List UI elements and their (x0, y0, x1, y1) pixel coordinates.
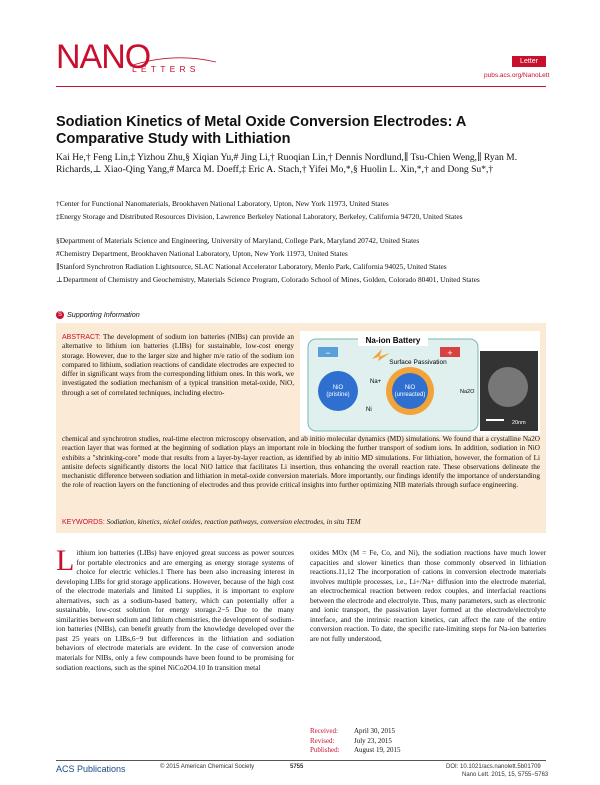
article-type-badge: Letter (512, 56, 546, 67)
supporting-info-link[interactable] (56, 310, 140, 319)
supporting-info-icon: S (57, 312, 62, 319)
publication-dates (310, 727, 400, 756)
published-date: August 19, 2015 (354, 746, 401, 754)
page-number: 5755 (290, 764, 304, 770)
acs-publications-logo: ACS Publications (56, 764, 126, 774)
toc-surface-label: Surface Passivation (389, 359, 447, 366)
affiliation: ∥Stanford Synchrotron Radiation Lightsource, SLAC National Accelerator Laboratory, Menlo Park, California 94025, United States (56, 262, 447, 271)
affiliation: §Department of Materials Science and Engineering, University of Maryland, College Park, Maryland 20742, United States (56, 236, 420, 245)
toc-graphic (300, 331, 540, 435)
toc-ion: Na+ (370, 379, 382, 385)
abstract-label: ABSTRACT: (62, 334, 101, 341)
toc-right-cell: NiO (unreacted) (394, 385, 426, 398)
keywords-label: KEYWORDS: (62, 519, 105, 526)
toc-ni: Ni (366, 407, 372, 413)
copyright: © 2015 American Chemical Society (160, 764, 255, 770)
supporting-info-label: Supporting Information (67, 310, 140, 319)
author-list: Kai He,† Feng Lin,‡ Yizhou Zhu,§ Xiqian Yu,# Jing Li,† Ruoqian Lin,† Dennis Nordlund,∥ Tsu-Chien Weng,∥ Ryan M. Richards,⊥ Xiao-Qing Yang,# Marca M. Doeff,‡ Eric A. Stach,† Yifei Mo,*,§ Huolin L. Xin,*,† and Dong Su*,† (56, 152, 518, 175)
body-column-1 (56, 544, 294, 672)
abstract-body-1: The development of sodium ion batteries (NIBs) can provide an alternative to lithium ion batteries (LIBs) for sustainable, low-cost energy storage. However, due to the larger size and higher m/e ratio of the sodium ion compared to lithium, sodiation reactions of candidate electrodes are expected to differ in significant ways from the corresponding lithium ones. In this work, we investigated the sodiation mechanism of a typical transition metal-oxide, NiO, through a set of correlated techniques, including electro- (62, 333, 294, 397)
body-column-2: oxides MOx (M = Fe, Co, and Ni), the sodiation reactions have much lower capacities and slower kinetics than those commonly observed in lithiation reactions.11,12 The incorporation of cations in conversion electrode materials involves multiple processes, i.e., Li+/Na+ diffusion into the electrode material, an electrochemical reaction between redox couples, and interfacial reactions between the electrode and electrolyte. Thus, many parameters, such as electronic and ionic transport, the passivation layer formed at the electrode/electrolyte interface, and the intrinsic reaction kinetics, can affect the rate of the entire conversion reaction. To date, the specific rate-limiting steps for Na-ion batteries are not fully understood, (310, 548, 546, 643)
affiliation: ‡Energy Storage and Distributed Resources Division, Lawrence Berkeley National Laboratory, Berkeley, California 94720, United States (56, 212, 463, 221)
affiliation: #Chemistry Department, Brookhaven National Laboratory, Upton, New York 11973, United States (56, 249, 348, 258)
affiliation: †Center for Functional Nanomaterials, Brookhaven National Laboratory, Upton, New York 11973, United States (56, 199, 389, 208)
published-label: Published: (310, 746, 340, 754)
abstract-text-part2: chemical and synchrotron studies, real-time electron microscopy observation, and ab initio molecular dynamics (MD) simulations. We found that a crystalline Na2O reaction layer that was formed at the beginning of sodiation plays an important role in blocking the further transport of sodium ions. In addition, sodiation in NiO exhibits a "shrinking-core" mode that results from a layer-by-layer reaction, as identified by ab initio MD simulations. For lithiation, however, the formation of Li antisite defects significantly distorts the local NiO lattice that facilitates Li insertion, thus enhancing the overall reaction rate. These observations delineate the mechanistic difference between sodiation and lithiation in metal-oxide conversion materials. More importantly, our findings identify the importance of understanding the role of reaction layers on the functioning of electrodes and thus provide critical insights into further optimizing NIB materials through surface engineering. (62, 435, 540, 490)
received-label: Received: (310, 727, 338, 735)
toc-minus: − (325, 348, 331, 358)
keywords-line (62, 518, 540, 526)
received-date: April 30, 2015 (354, 727, 396, 735)
article-title: Sodiation Kinetics of Metal Oxide Conversion Electrodes: A Comparative Study with Lithiation (56, 114, 466, 147)
body-col1-text: ithium ion batteries (LIBs) have enjoyed great success as power sources for portable electronics and are emerging as energy storage systems of choice for electric vehicles.1 There has been also increasing interest in developing LIBs for grid storage applications. However, because of the high cost of the electrode materials and limited Li supplies, it is important to explore alternatives, such as a sodium-based battery, which can potentially offer a sustainable, low-cost solution for energy storage.2−5 Due to the many similarities between sodium and lithium chemistries, the development of sodium-ion batteries (NIBs), can benefit greatly from the knowledge developed over the past 25 years on LIBs,6−9 but differences in the lithiation and sodiation behaviors of electrode materials are evident. In the case of conversion anode materials for NIBs, only a few compounds have been found to be promising for sodiation reactions, such as the spinel NiCo2O4.10 In transition metal (56, 548, 294, 672)
doi-link[interactable]: DOI: 10.1021/acs.nanolett.5b01709 (446, 764, 541, 770)
toc-plus: + (447, 348, 453, 358)
header-divider (56, 86, 546, 87)
keywords-text: Sodiation, kinetics, nickel oxides, reaction pathways, conversion electrodes, in situ TEM (106, 518, 361, 526)
drop-cap: L (56, 544, 75, 577)
journal-url-link[interactable]: pubs.acs.org/NanoLett (484, 72, 550, 79)
toc-title: Na-ion Battery (365, 336, 421, 345)
toc-scale: 20nm (512, 420, 526, 426)
abstract-text-part1 (62, 333, 294, 398)
affiliation: ⊥Department of Chemistry and Geochemistry, Materials Science Program, Colorado School of Mines, Golden, Colorado 80401, United States (56, 275, 480, 284)
toc-left-cell: NiO (pristine) (326, 385, 350, 398)
journal-logo: NANO (56, 38, 151, 76)
revised-label: Revised: (310, 736, 335, 745)
revised-date: July 23, 2015 (354, 736, 392, 745)
citation: Nano Lett. 2015, 15, 5755−5763 (462, 772, 549, 778)
footer-divider (56, 760, 546, 761)
journal-logo-sub: LETTERS (132, 64, 200, 74)
toc-na2o: Na2O (460, 389, 475, 395)
